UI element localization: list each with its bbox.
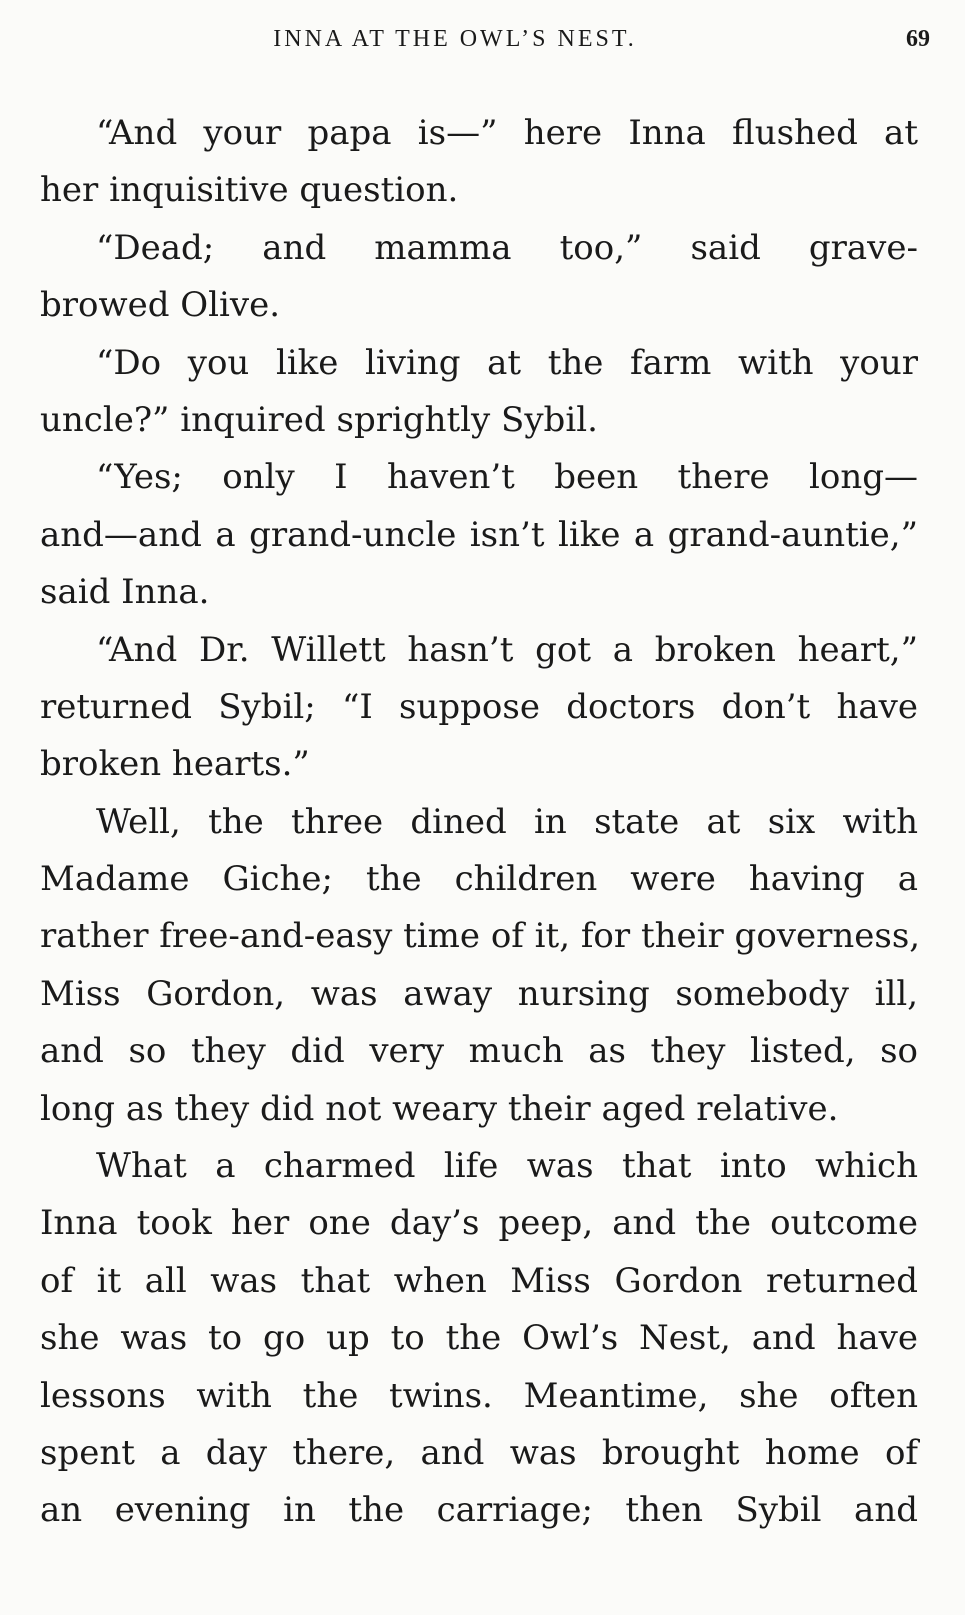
text-line: “Yes; only I haven’t been there long—: [96, 457, 918, 498]
text-line: broken hearts.”: [40, 744, 310, 785]
text-line: and—and a grand-uncle isn’t like a grand-auntie,”: [40, 514, 918, 555]
text-line: long as they did not weary their aged relative.: [40, 1088, 839, 1129]
text-line: she was to go up to the Owl’s Nest, and have: [40, 1318, 918, 1359]
text-line: rather free-and-easy time of it, for their governess,: [40, 916, 921, 957]
text-line: her inquisitive question.: [40, 170, 459, 211]
text-line: lessons with the twins. Meantime, she often: [40, 1375, 918, 1416]
running-title: INNA AT THE OWL’S NEST.: [273, 26, 637, 52]
text-line: browed Olive.: [40, 285, 281, 326]
text-line: “Dead; and mamma too,” said grave-: [96, 227, 918, 268]
text-line: Miss Gordon, was away nursing somebody ill,: [40, 973, 918, 1014]
text-line: spent a day there, and was brought home of: [40, 1432, 918, 1473]
text-line: Well, the three dined in state at six with: [96, 801, 918, 842]
text-line: “Do you like living at the farm with your: [96, 342, 918, 383]
text-line: “And Dr. Willett hasn’t got a broken heart,”: [96, 629, 918, 670]
text-line: and so they did very much as they listed, so: [40, 1031, 918, 1072]
text-line: an evening in the carriage; then Sybil and: [40, 1490, 918, 1531]
text-line: said Inna.: [40, 572, 210, 613]
text-line: “And your papa is—” here Inna flushed at: [96, 113, 918, 153]
text-line: of it all was that when Miss Gordon returned: [40, 1260, 918, 1301]
running-head: [40, 26, 930, 66]
text-line: Madame Giche; the children were having a: [40, 859, 918, 900]
page-number: 69: [906, 26, 930, 52]
text-line: uncle?” inquired sprightly Sybil.: [40, 399, 598, 440]
body-text: [40, 105, 921, 1540]
text-line: What a charmed life was that into which: [96, 1146, 918, 1187]
text-line: returned Sybil; “I suppose doctors don’t have: [40, 686, 918, 727]
text-line: Inna took her one day’s peep, and the outcome: [40, 1203, 918, 1244]
